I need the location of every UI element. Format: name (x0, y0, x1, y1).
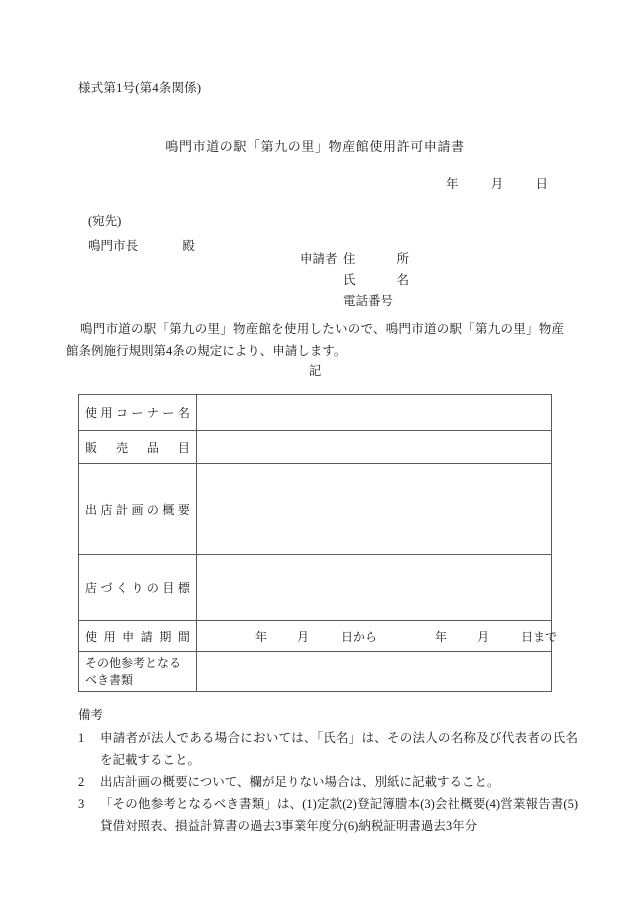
date-line (446, 174, 548, 192)
row-label-usage-period (79, 621, 197, 652)
remarks-note-text: 申請者が法人である場合においては、「氏名」は、その法人の名称及び代表者の氏名を記載すること。 (100, 731, 578, 767)
row-label-store-goal (79, 555, 197, 621)
remarks-note-2 (78, 771, 578, 793)
applicant-address-row (300, 249, 409, 270)
table-row (79, 555, 552, 621)
remarks-note-text: 出店計画の概要について、欄が足りない場合は、別紙に記載すること。 (100, 775, 500, 789)
remarks-note-3 (78, 793, 578, 837)
addressee-prefix: (宛先) (88, 214, 122, 228)
period-from-day: 日から (341, 629, 378, 644)
row-label-sales-items (79, 431, 197, 464)
remarks-title: 備考 (78, 708, 104, 722)
period-fields (203, 630, 557, 644)
row-value-usage-period[interactable] (197, 621, 558, 652)
remarks-note-number: 2 (78, 775, 85, 789)
applicant-phone-row (300, 291, 409, 312)
label-text: 使用申請期間 (85, 629, 190, 644)
table-row (79, 652, 552, 692)
addressee-honorific: 殿 (182, 239, 195, 253)
form-number: 様式第1号(第4条関係) (78, 81, 202, 95)
label-text: 使用コーナー名 (85, 406, 190, 420)
table-row (79, 464, 552, 555)
row-value-store-plan-outline[interactable] (197, 464, 552, 555)
applicant-name-label: 氏 名 (343, 273, 409, 287)
table-row (79, 431, 552, 464)
table-row (79, 621, 552, 652)
document-title: 鳴門市道の駅「第九の里」物産館使用許可申請書 (165, 139, 465, 154)
addressee-name: 鳴門市長 (88, 239, 139, 253)
period-to-month: 月 (477, 629, 490, 644)
remarks-note-number: 3 (78, 797, 85, 811)
label-text: 販売品目 (85, 440, 190, 455)
row-label-other-documents (79, 652, 197, 692)
period-to-day: 日まで (521, 629, 558, 644)
row-label-usage-corner (79, 395, 197, 431)
date-month-label: 月 (490, 177, 504, 191)
ki-mark: 記 (308, 364, 322, 378)
remarks-note-1 (78, 727, 578, 771)
period-to-year: 年 (435, 629, 448, 644)
table-row (79, 395, 552, 431)
row-value-sales-items[interactable] (197, 431, 552, 464)
applicant-name-row (300, 270, 409, 291)
applicant-phone-label: 電話番号 (343, 294, 394, 308)
addressee-line (88, 236, 195, 254)
remarks-note-number: 1 (78, 731, 85, 745)
date-day-label: 日 (535, 177, 549, 191)
label-text: 出店計画の概要 (85, 502, 190, 517)
body-paragraph: 鳴門市道の駅「第九の里」物産館を使用したいので、鳴門市道の駅「第九の里」物産館条例施行規則第4条の規定により、申請します。 (66, 322, 564, 358)
row-value-other-documents[interactable] (197, 652, 552, 692)
application-table (78, 394, 558, 692)
row-value-usage-corner[interactable] (197, 395, 552, 431)
row-value-store-goal[interactable] (197, 555, 552, 621)
date-year-label: 年 (446, 177, 459, 191)
label-text-line1: その他参考となる (85, 655, 182, 670)
applicant-address-label: 住 所 (343, 252, 409, 266)
period-from-month: 月 (297, 629, 310, 644)
remarks-note-text: 「その他参考となるべき書類」は、(1)定款(2)登記簿謄本(3)会社概要(4)営業報告書(5)貸借対照表、損益計算書の過去3事業年度分(6)納税証明書過去3年分 (100, 797, 578, 833)
applicant-block (300, 249, 409, 312)
applicant-heading: 申請者 (300, 252, 338, 266)
label-text-line2: べき書類 (85, 672, 134, 687)
period-from-year: 年 (255, 629, 268, 644)
label-text: 店づくりの目標 (85, 581, 190, 595)
remarks-section (78, 705, 578, 837)
row-label-store-plan-outline (79, 464, 197, 555)
